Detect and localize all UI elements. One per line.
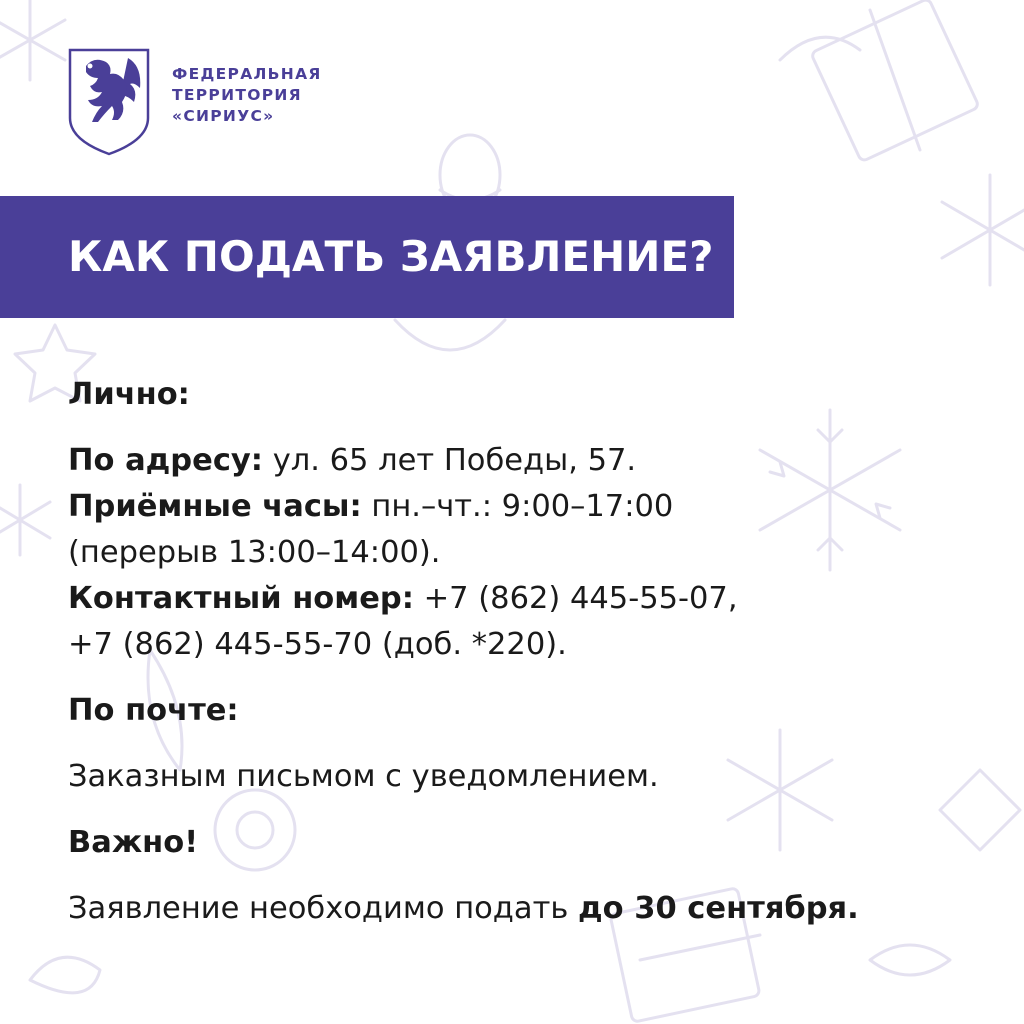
snowflake-icon xyxy=(0,0,65,80)
address-value: ул. 65 лет Победы, 57. xyxy=(263,443,637,478)
flower-icon xyxy=(215,790,295,870)
gift-icon xyxy=(780,0,979,162)
griffin-shield-icon xyxy=(66,44,152,156)
contact-value: +7 (862) 445-55-07, xyxy=(413,581,738,616)
snowflake-icon xyxy=(0,485,50,555)
hours-line xyxy=(68,484,673,530)
deadline-text: до 30 сентября. xyxy=(578,891,859,926)
section-heading-personal: Лично: xyxy=(68,377,190,412)
ribbon-icon xyxy=(870,945,950,975)
logo-text xyxy=(172,64,322,127)
logo-line: ФЕДЕРАЛЬНАЯ xyxy=(172,65,322,83)
hours-value: пн.–чт.: 9:00–17:00 xyxy=(361,489,674,524)
ornament-icon xyxy=(940,770,1020,850)
page-title: КАК ПОДАТЬ ЗАЯВЛЕНИЕ? xyxy=(68,232,714,281)
address-line xyxy=(68,438,636,484)
mail-text: Заказным письмом с уведомлением. xyxy=(68,759,659,794)
hours-label: Приёмные часы: xyxy=(68,489,362,524)
contact-label: Контактный номер: xyxy=(68,581,414,616)
logo-line: ТЕРРИТОРИЯ xyxy=(172,86,302,104)
section-heading-important: Важно! xyxy=(68,825,199,860)
ornament-icon xyxy=(30,957,100,993)
address-label: По адресу: xyxy=(68,443,263,478)
section-heading-mail: По почте: xyxy=(68,693,239,728)
snowflake-icon xyxy=(942,175,1024,285)
snowflake-icon xyxy=(728,730,832,850)
contact-line xyxy=(68,576,738,622)
hours-break: (перерыв 13:00–14:00). xyxy=(68,535,441,570)
contact-value-2: +7 (862) 445-55-70 (доб. *220). xyxy=(68,627,567,662)
important-line xyxy=(68,886,859,932)
bell-icon xyxy=(395,320,505,350)
snowflake-icon xyxy=(760,410,900,570)
important-text: Заявление необходимо подать xyxy=(68,891,579,926)
logo-line: «СИРИУС» xyxy=(172,107,275,125)
